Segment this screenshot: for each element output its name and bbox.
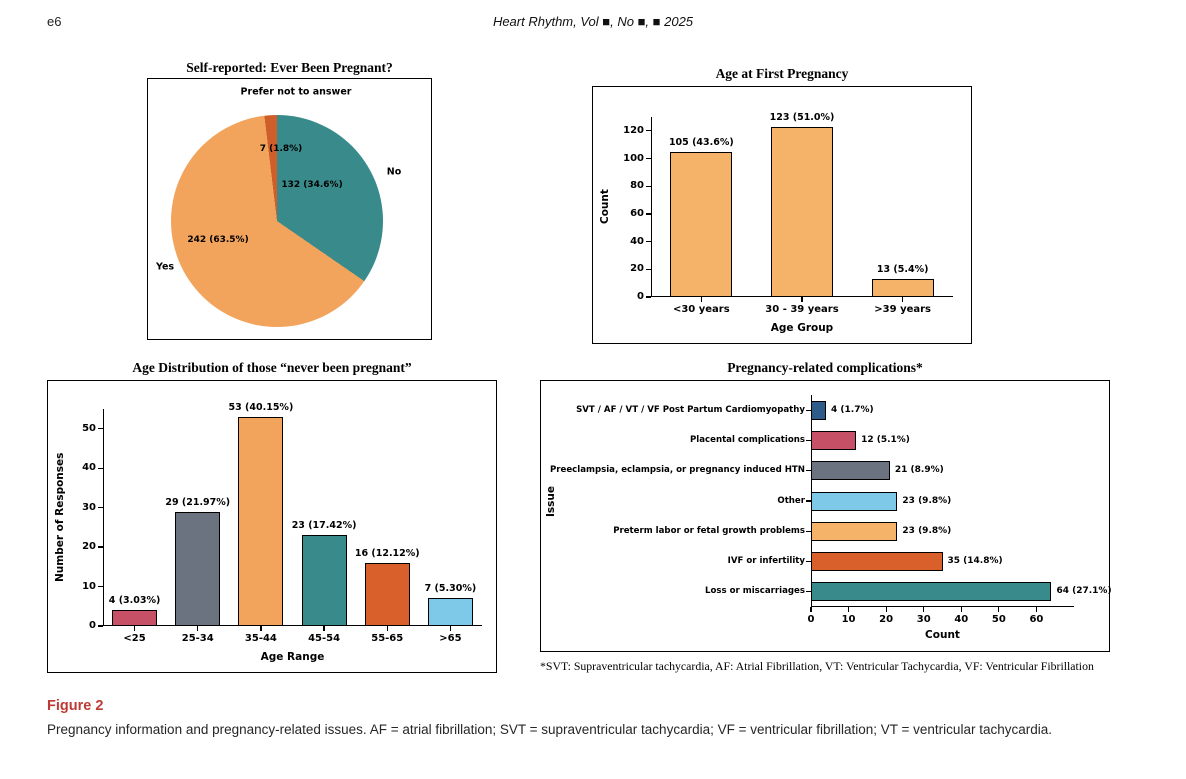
x-tick-label: 35-44: [244, 633, 277, 644]
x-tick-mark: [323, 626, 324, 631]
y-tick-mark: [806, 500, 811, 501]
bar-value-label: 13 (5.4%): [876, 264, 929, 275]
x-tick-label: 55-65: [371, 633, 404, 644]
x-tick-mark: [998, 607, 999, 612]
bar-value-label: 4 (3.03%): [108, 595, 161, 607]
bar: [811, 461, 890, 480]
bar-value-label: 16 (12.12%): [354, 547, 420, 559]
y-tick-label: 100: [623, 152, 644, 164]
age-distribution-chart: [48, 381, 496, 672]
y-tick-label: 40: [82, 462, 96, 474]
y-tick-mark: [98, 546, 103, 547]
x-tick-mark: [387, 626, 388, 631]
y-tick-mark: [98, 428, 103, 429]
y-tick-mark: [806, 531, 811, 532]
y-tick-label: 80: [630, 180, 644, 192]
figure-label: Figure 2: [47, 698, 104, 714]
category-label: SVT / AF / VT / VF Post Partum Cardiomyopathy: [576, 404, 805, 415]
x-tick-label: 60: [1029, 614, 1044, 625]
y-tick-mark: [646, 241, 651, 242]
y-tick-mark: [806, 561, 811, 562]
bar: [811, 492, 897, 511]
y-axis-label: Issue: [545, 485, 557, 517]
bar-value-label: 21 (8.9%): [894, 465, 944, 476]
bar: [238, 417, 283, 626]
pie-chart-panel: [147, 78, 432, 340]
category-label: Preeclampsia, eclampsia, or pregnancy induced HTN: [549, 465, 805, 476]
y-tick-mark: [646, 269, 651, 270]
y-tick-mark: [806, 591, 811, 592]
y-axis-label: Number of Responses: [54, 452, 66, 583]
x-tick-mark: [450, 626, 451, 631]
x-tick-mark: [801, 297, 802, 302]
bar: [670, 152, 732, 297]
x-axis-label: Count: [925, 629, 960, 641]
y-tick-mark: [646, 130, 651, 131]
complications-title: Pregnancy-related complications*: [727, 360, 923, 375]
category-label: Loss or miscarriages: [705, 586, 805, 597]
category-label: Preterm labor or fetal growth problems: [613, 525, 805, 536]
x-tick-mark: [701, 297, 702, 302]
age-first-pregnancy-title: Age at First Pregnancy: [715, 66, 849, 81]
x-tick-label: 50: [991, 614, 1006, 625]
x-tick-label: 0: [807, 614, 815, 625]
pie-slice-value-yes: 242 (63.5%): [187, 235, 249, 245]
y-axis-label: Count: [599, 189, 611, 225]
y-tick-label: 50: [82, 422, 96, 434]
bar: [872, 279, 934, 297]
page-number: e6: [47, 14, 62, 29]
y-tick-label: 120: [623, 124, 644, 136]
x-tick-mark: [134, 626, 135, 631]
bar: [811, 401, 826, 420]
y-tick-label: 30: [82, 501, 96, 513]
pie-slice-value-prefer: 7 (1.8%): [259, 144, 303, 154]
bar-value-label: 64 (27.1%): [1056, 586, 1112, 597]
bar-value-label: 29 (21.97%): [165, 496, 231, 508]
bar-value-label: 23 (9.8%): [902, 495, 952, 506]
x-tick-label: 45-54: [308, 633, 341, 644]
complications-panel: [540, 380, 1110, 652]
x-tick-label: 25-34: [181, 633, 214, 644]
bar-value-label: 123 (51.0%): [769, 111, 835, 123]
x-tick-label: 10: [841, 614, 856, 625]
bar-value-label: 23 (9.8%): [902, 525, 952, 536]
age-distribution-panel: [47, 380, 497, 673]
x-tick-mark: [886, 607, 887, 612]
pie-chart: [148, 79, 431, 339]
bar: [811, 431, 856, 450]
age-distribution-title: Age Distribution of those “never been pregnant”: [132, 360, 412, 375]
y-tick-label: 20: [630, 263, 644, 275]
figure-caption: Pregnancy information and pregnancy-related issues. AF = atrial fibrillation; SVT = supraventricular tachycardia; VF = ventricular fibrillation; VT = ventricular tachycardia.: [47, 722, 1052, 737]
pie-slice-label-no: No: [386, 166, 402, 178]
x-tick-mark: [1036, 607, 1037, 612]
y-tick-mark: [806, 470, 811, 471]
x-tick-label: 30: [916, 614, 931, 625]
x-tick-label: >39 years: [874, 304, 932, 315]
bar-value-label: 105 (43.6%): [668, 136, 734, 148]
x-tick-label: <30 years: [672, 304, 730, 315]
complications-footnote: *SVT: Supraventricular tachycardia, AF: Atrial Fibrillation, VT: Ventricular Tachycardia, VF: Ventricular Fibrillation: [540, 659, 1094, 673]
pie-chart-title: Self-reported: Ever Been Pregnant?: [186, 60, 393, 75]
bar-value-label: 12 (5.1%): [861, 434, 910, 445]
x-tick-label: 30 - 39 years: [765, 304, 839, 315]
bar: [365, 563, 410, 626]
x-tick-mark: [810, 607, 811, 612]
pie-slice-label-prefer: Prefer not to answer: [240, 86, 352, 98]
y-tick-mark: [646, 213, 651, 214]
bar: [112, 610, 157, 626]
x-axis-label: Age Group: [770, 322, 834, 334]
x-tick-label: >65: [439, 633, 462, 644]
y-tick-label: 10: [82, 580, 96, 592]
bar-value-label: 4 (1.7%): [831, 404, 874, 415]
x-tick-mark: [961, 607, 962, 612]
y-tick-mark: [806, 410, 811, 411]
y-tick-mark: [646, 158, 651, 159]
y-tick-label: 0: [637, 291, 644, 302]
y-tick-mark: [98, 586, 103, 587]
y-tick-label: 20: [82, 541, 96, 553]
x-tick-label: 20: [879, 614, 894, 625]
y-tick-mark: [646, 186, 651, 187]
x-tick-mark: [197, 626, 198, 631]
bar: [175, 512, 220, 626]
bar: [428, 598, 473, 626]
category-label: Placental complications: [689, 434, 805, 445]
y-tick-mark: [98, 507, 103, 508]
x-tick-label: 40: [954, 614, 969, 625]
y-tick-label: 40: [630, 235, 644, 247]
y-tick-mark: [98, 625, 103, 626]
pie-slice-value-no: 132 (34.6%): [281, 180, 343, 190]
x-axis-label: Age Range: [260, 651, 325, 663]
x-tick-mark: [923, 607, 924, 612]
pie-slice-label-yes: Yes: [155, 261, 175, 273]
y-tick-mark: [646, 296, 651, 297]
x-tick-mark: [902, 297, 903, 302]
y-tick-label: 0: [89, 620, 96, 631]
y-tick-mark: [806, 440, 811, 441]
bar-value-label: 7 (5.30%): [424, 583, 477, 595]
bar-value-label: 35 (14.8%): [947, 556, 1003, 567]
category-label: IVF or infertility: [727, 556, 805, 567]
complications-chart: [541, 381, 1112, 651]
bar: [302, 535, 347, 626]
bar-value-label: 53 (40.15%): [228, 401, 294, 413]
bar: [811, 522, 897, 541]
bar: [771, 127, 833, 297]
age-first-pregnancy-chart: [593, 87, 971, 343]
age-first-pregnancy-panel: [592, 86, 972, 344]
y-tick-label: 60: [630, 207, 644, 219]
journal-header: Heart Rhythm, Vol ■, No ■, ■ 2025: [492, 14, 694, 29]
x-tick-label: <25: [123, 633, 146, 644]
bar: [811, 552, 943, 571]
category-label: Other: [777, 495, 805, 506]
bar-value-label: 23 (17.42%): [291, 520, 357, 532]
x-tick-mark: [260, 626, 261, 631]
bar: [811, 582, 1051, 601]
y-tick-mark: [98, 468, 103, 469]
x-tick-mark: [848, 607, 849, 612]
